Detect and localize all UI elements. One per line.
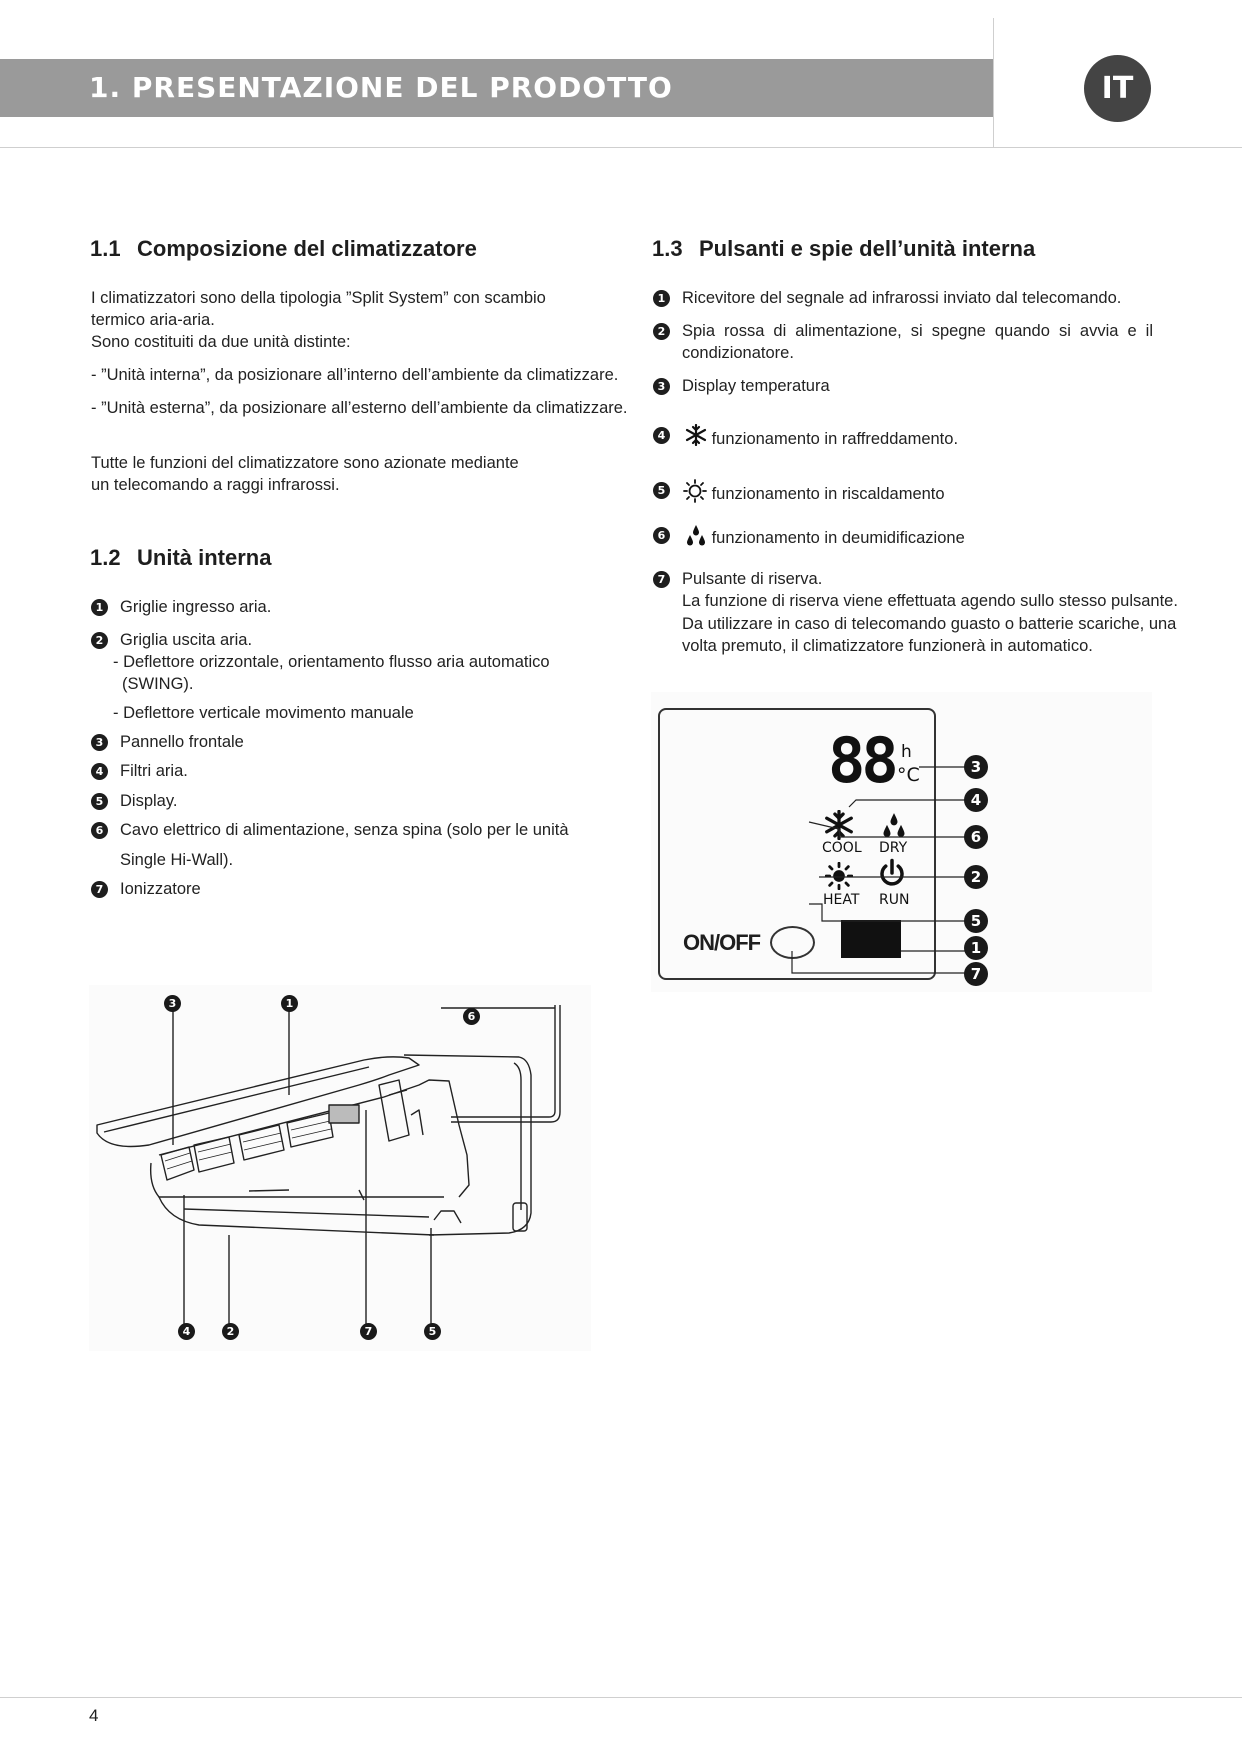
number-bullet: 3 — [653, 378, 670, 395]
onoff-label: ON/OFF — [683, 930, 761, 955]
sub-item: - Deflettore verticale movimento manuale — [113, 704, 414, 722]
intro-paragraph — [91, 287, 591, 353]
callout-4: 4 — [964, 788, 988, 812]
callout-3: 3 — [164, 995, 181, 1012]
intro-text: I climatizzatori sono della tipologia ”Split System” con scambio termico aria-aria. — [91, 289, 546, 329]
list-item: - ”Unità esterna”, da posizionare all’esterno dell’ambiente da climatizzare. — [91, 399, 628, 417]
number-bullet: 4 — [91, 763, 108, 780]
number-bullet: 7 — [653, 571, 670, 588]
run-label: RUN — [879, 892, 910, 908]
callout-5: 5 — [964, 909, 988, 933]
list-item: - ”Unità interna”, da posizionare all’interno dell’ambiente da climatizzare. — [91, 366, 619, 384]
section-number: 1.3 — [652, 236, 683, 261]
intro-text-2: Sono costituiti da due unità distinte: — [91, 333, 351, 351]
callout-2: 2 — [222, 1323, 239, 1340]
number-bullet: 3 — [91, 734, 108, 751]
callout-5: 5 — [424, 1323, 441, 1340]
number-bullet: 1 — [653, 290, 670, 307]
cool-label: COOL — [822, 840, 862, 856]
list-item: 4 funzionamento in raffreddamento. — [653, 424, 958, 450]
section-number: 1.2 — [90, 545, 121, 570]
section-heading-1-3 — [652, 236, 1035, 262]
temperature-digits: 88 — [828, 724, 895, 797]
callout-1: 1 — [281, 995, 298, 1012]
number-bullet: 5 — [91, 793, 108, 810]
list-item-continuation: volta premuto, il climatizzatore funzionerà in automatico. — [682, 637, 1093, 655]
section-number: 1.1 — [90, 236, 121, 261]
list-item: 7 Ionizzatore — [91, 878, 201, 900]
number-bullet: 6 — [653, 527, 670, 544]
page-number: 4 — [89, 1706, 99, 1725]
section-title: Pulsanti e spie dell’unità interna — [699, 236, 1036, 261]
indoor-unit-illustration — [89, 985, 591, 1351]
dry-label: DRY — [879, 840, 908, 856]
list-item: 5 funzionamento in riscaldamento — [653, 479, 945, 505]
list-item: 3 Pannello frontale — [91, 731, 244, 753]
unit-celsius: °C — [897, 764, 920, 786]
list-item: 2 Griglia uscita aria. — [91, 629, 252, 651]
page-title: 1. PRESENTAZIONE DEL PRODOTTO — [89, 71, 673, 104]
callout-7: 7 — [964, 962, 988, 986]
callout-6: 6 — [964, 825, 988, 849]
list-item: 6 Cavo elettrico di alimentazione, senza spina (solo per le unità — [91, 819, 569, 841]
number-bullet: 2 — [653, 323, 670, 340]
callout-1: 1 — [964, 936, 988, 960]
list-item-continuation: Single Hi-Wall). — [120, 851, 234, 869]
language-badge: IT — [1084, 55, 1151, 122]
list-item: 1 Griglie ingresso aria. — [91, 596, 271, 618]
list-item: 1 Ricevitore del segnale ad infrarossi inviato dal telecomando. — [653, 287, 1121, 309]
number-bullet: 2 — [91, 632, 108, 649]
footer-rule — [0, 1697, 1242, 1698]
unit-hours: h — [901, 742, 912, 762]
section-title: Unità interna — [137, 545, 272, 570]
list-item: 7 Pulsante di riserva. — [653, 568, 822, 590]
list-item: 6 funzionamento in deumidificazione — [653, 524, 965, 549]
remote-paragraph: Tutte le funzioni del climatizzatore sono azionate mediante un telecomando a raggi infrarossi. — [91, 454, 519, 494]
list-item: 2 Spia rossa di alimentazione, si spegne quando si avvia e il — [653, 320, 1153, 342]
header-divider — [993, 18, 994, 148]
section-heading-1-1 — [90, 236, 477, 262]
section-title: Composizione del climatizzatore — [137, 236, 477, 261]
number-bullet: 6 — [91, 822, 108, 839]
callout-6: 6 — [463, 1008, 480, 1025]
list-item-continuation: Da utilizzare in caso di telecomando guasto o batterie scariche, una — [682, 615, 1177, 633]
callout-7: 7 — [360, 1323, 377, 1340]
number-bullet: 1 — [91, 599, 108, 616]
heat-label: HEAT — [823, 892, 860, 908]
drops-icon — [685, 524, 707, 548]
header-rule — [0, 147, 1242, 148]
callout-3: 3 — [964, 755, 988, 779]
number-bullet: 4 — [653, 427, 670, 444]
sun-icon — [683, 479, 707, 503]
callout-4: 4 — [178, 1323, 195, 1340]
section-heading-1-2 — [90, 545, 271, 571]
list-item: 3 Display temperatura — [653, 375, 830, 397]
list-item-continuation: condizionatore. — [682, 344, 794, 362]
callout-2: 2 — [964, 865, 988, 889]
sub-item: (SWING). — [122, 675, 194, 693]
number-bullet: 7 — [91, 881, 108, 898]
snowflake-icon — [685, 424, 707, 446]
display-leader-lines — [651, 692, 1152, 992]
number-bullet: 5 — [653, 482, 670, 499]
list-item: 4 Filtri aria. — [91, 760, 188, 782]
sub-item: - Deflettore orizzontale, orientamento flusso aria automatico — [113, 653, 550, 671]
list-item-continuation: La funzione di riserva viene effettuata agendo sullo stesso pulsante. — [682, 592, 1178, 610]
list-item: 5 Display. — [91, 790, 177, 812]
